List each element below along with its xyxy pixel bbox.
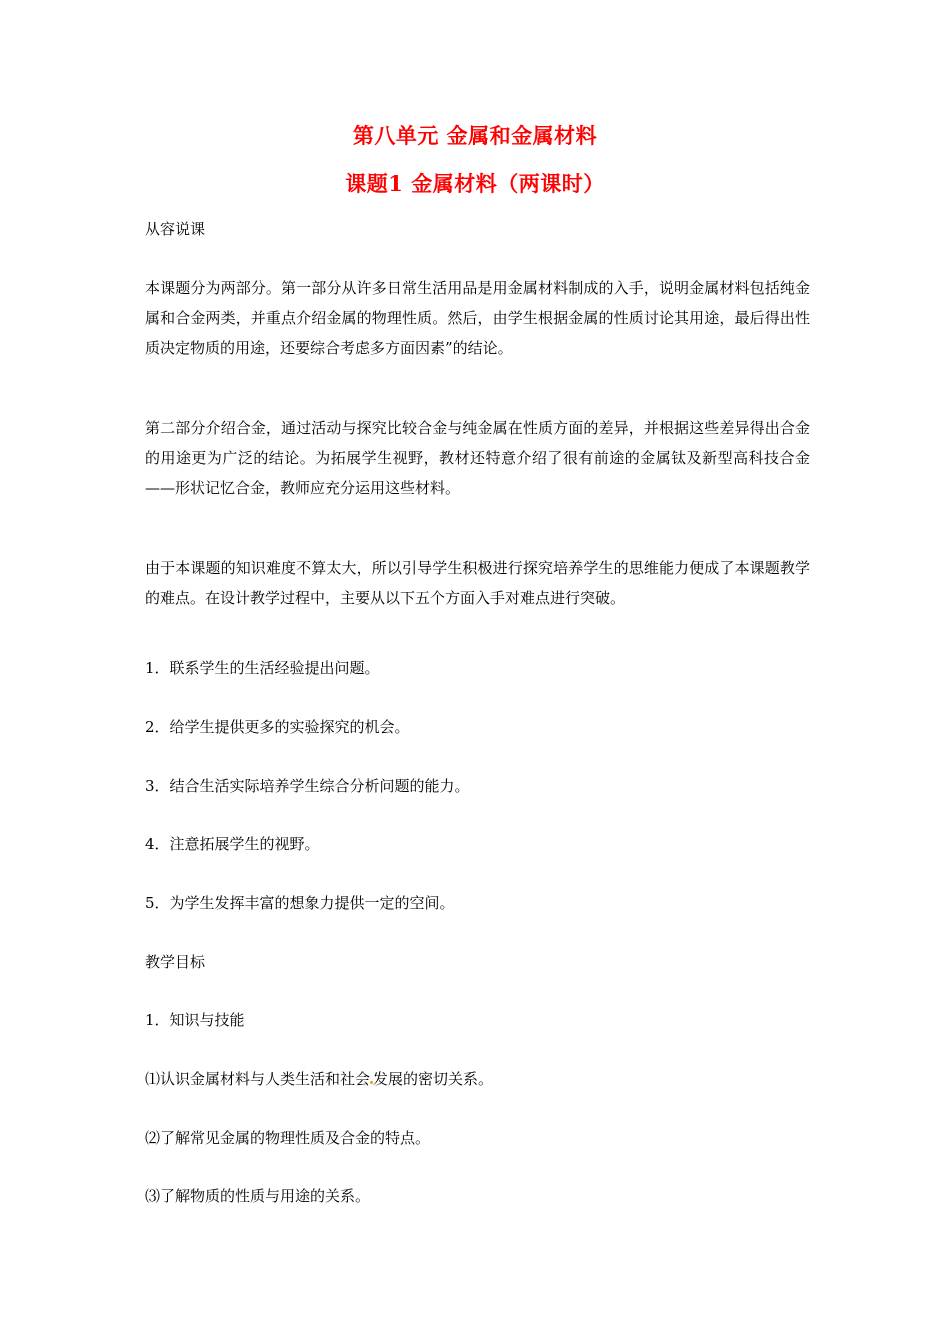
paragraph-2: 第二部分介绍合金，通过活动与探究比较合金与纯金属在性质方面的差异，并根据这些差异得出合金的用途更为广泛的结论。为拓展学生视野，教材还特意介绍了很有前途的金属钛及新型高科技合金——形状记忆合金，教师应充分运用这些材料。 (145, 419, 810, 497)
document-title: 第八单元 金属和金属材料 (352, 123, 598, 148)
list-item-point-5: 5．为学生发挥丰富的想象力提供一定的空间。 (145, 894, 455, 912)
goal-item-1 (145, 1064, 810, 1094)
goal-item-1-part1: ⑴认识金属材料与人类生活和社会 (145, 1070, 371, 1088)
paragraph-3: 由于本课题的知识难度不算太大，所以引导学生积极进行探究培养学生的思维能力便成了本课题教学的难点。在设计教学过程中，主要从以下五个方面入手对难点进行突破。 (145, 559, 810, 607)
goal-item-2: ⑵了解常见金属的物理性质及合金的特点。 (145, 1129, 431, 1147)
section-heading-lesson-talk: 从容说课 (145, 220, 206, 238)
goal-heading-knowledge-skills: 1．知识与技能 (145, 1011, 245, 1029)
section-heading-teaching-goals: 教学目标 (145, 953, 206, 971)
list-item-point-1: 1．联系学生的生活经验提出问题。 (145, 659, 380, 677)
paragraph-1: 本课题分为两部分。第一部分从许多日常生活用品是用金属材料制成的入手，说明金属材料包括纯金属和合金两类，并重点介绍金属的物理性质。然后，由学生根据金属的性质讨论其用途，最后得出性质决定物质的用途，还要综合考虑多方面因素”的结论。 (145, 279, 810, 357)
list-item-point-4: 4．注意拓展学生的视野。 (145, 835, 320, 853)
list-item-point-2: 2．给学生提供更多的实验探究的机会。 (145, 718, 410, 736)
list-item-point-3: 3．结合生活实际培养学生综合分析问题的能力。 (145, 777, 470, 795)
goal-item-1-part2: 发展的密切关系。 (373, 1070, 494, 1088)
goal-item-3: ⑶了解物质的性质与用途的关系。 (145, 1187, 371, 1205)
document-subtitle: 课题1 金属材料（两课时） (345, 171, 605, 196)
